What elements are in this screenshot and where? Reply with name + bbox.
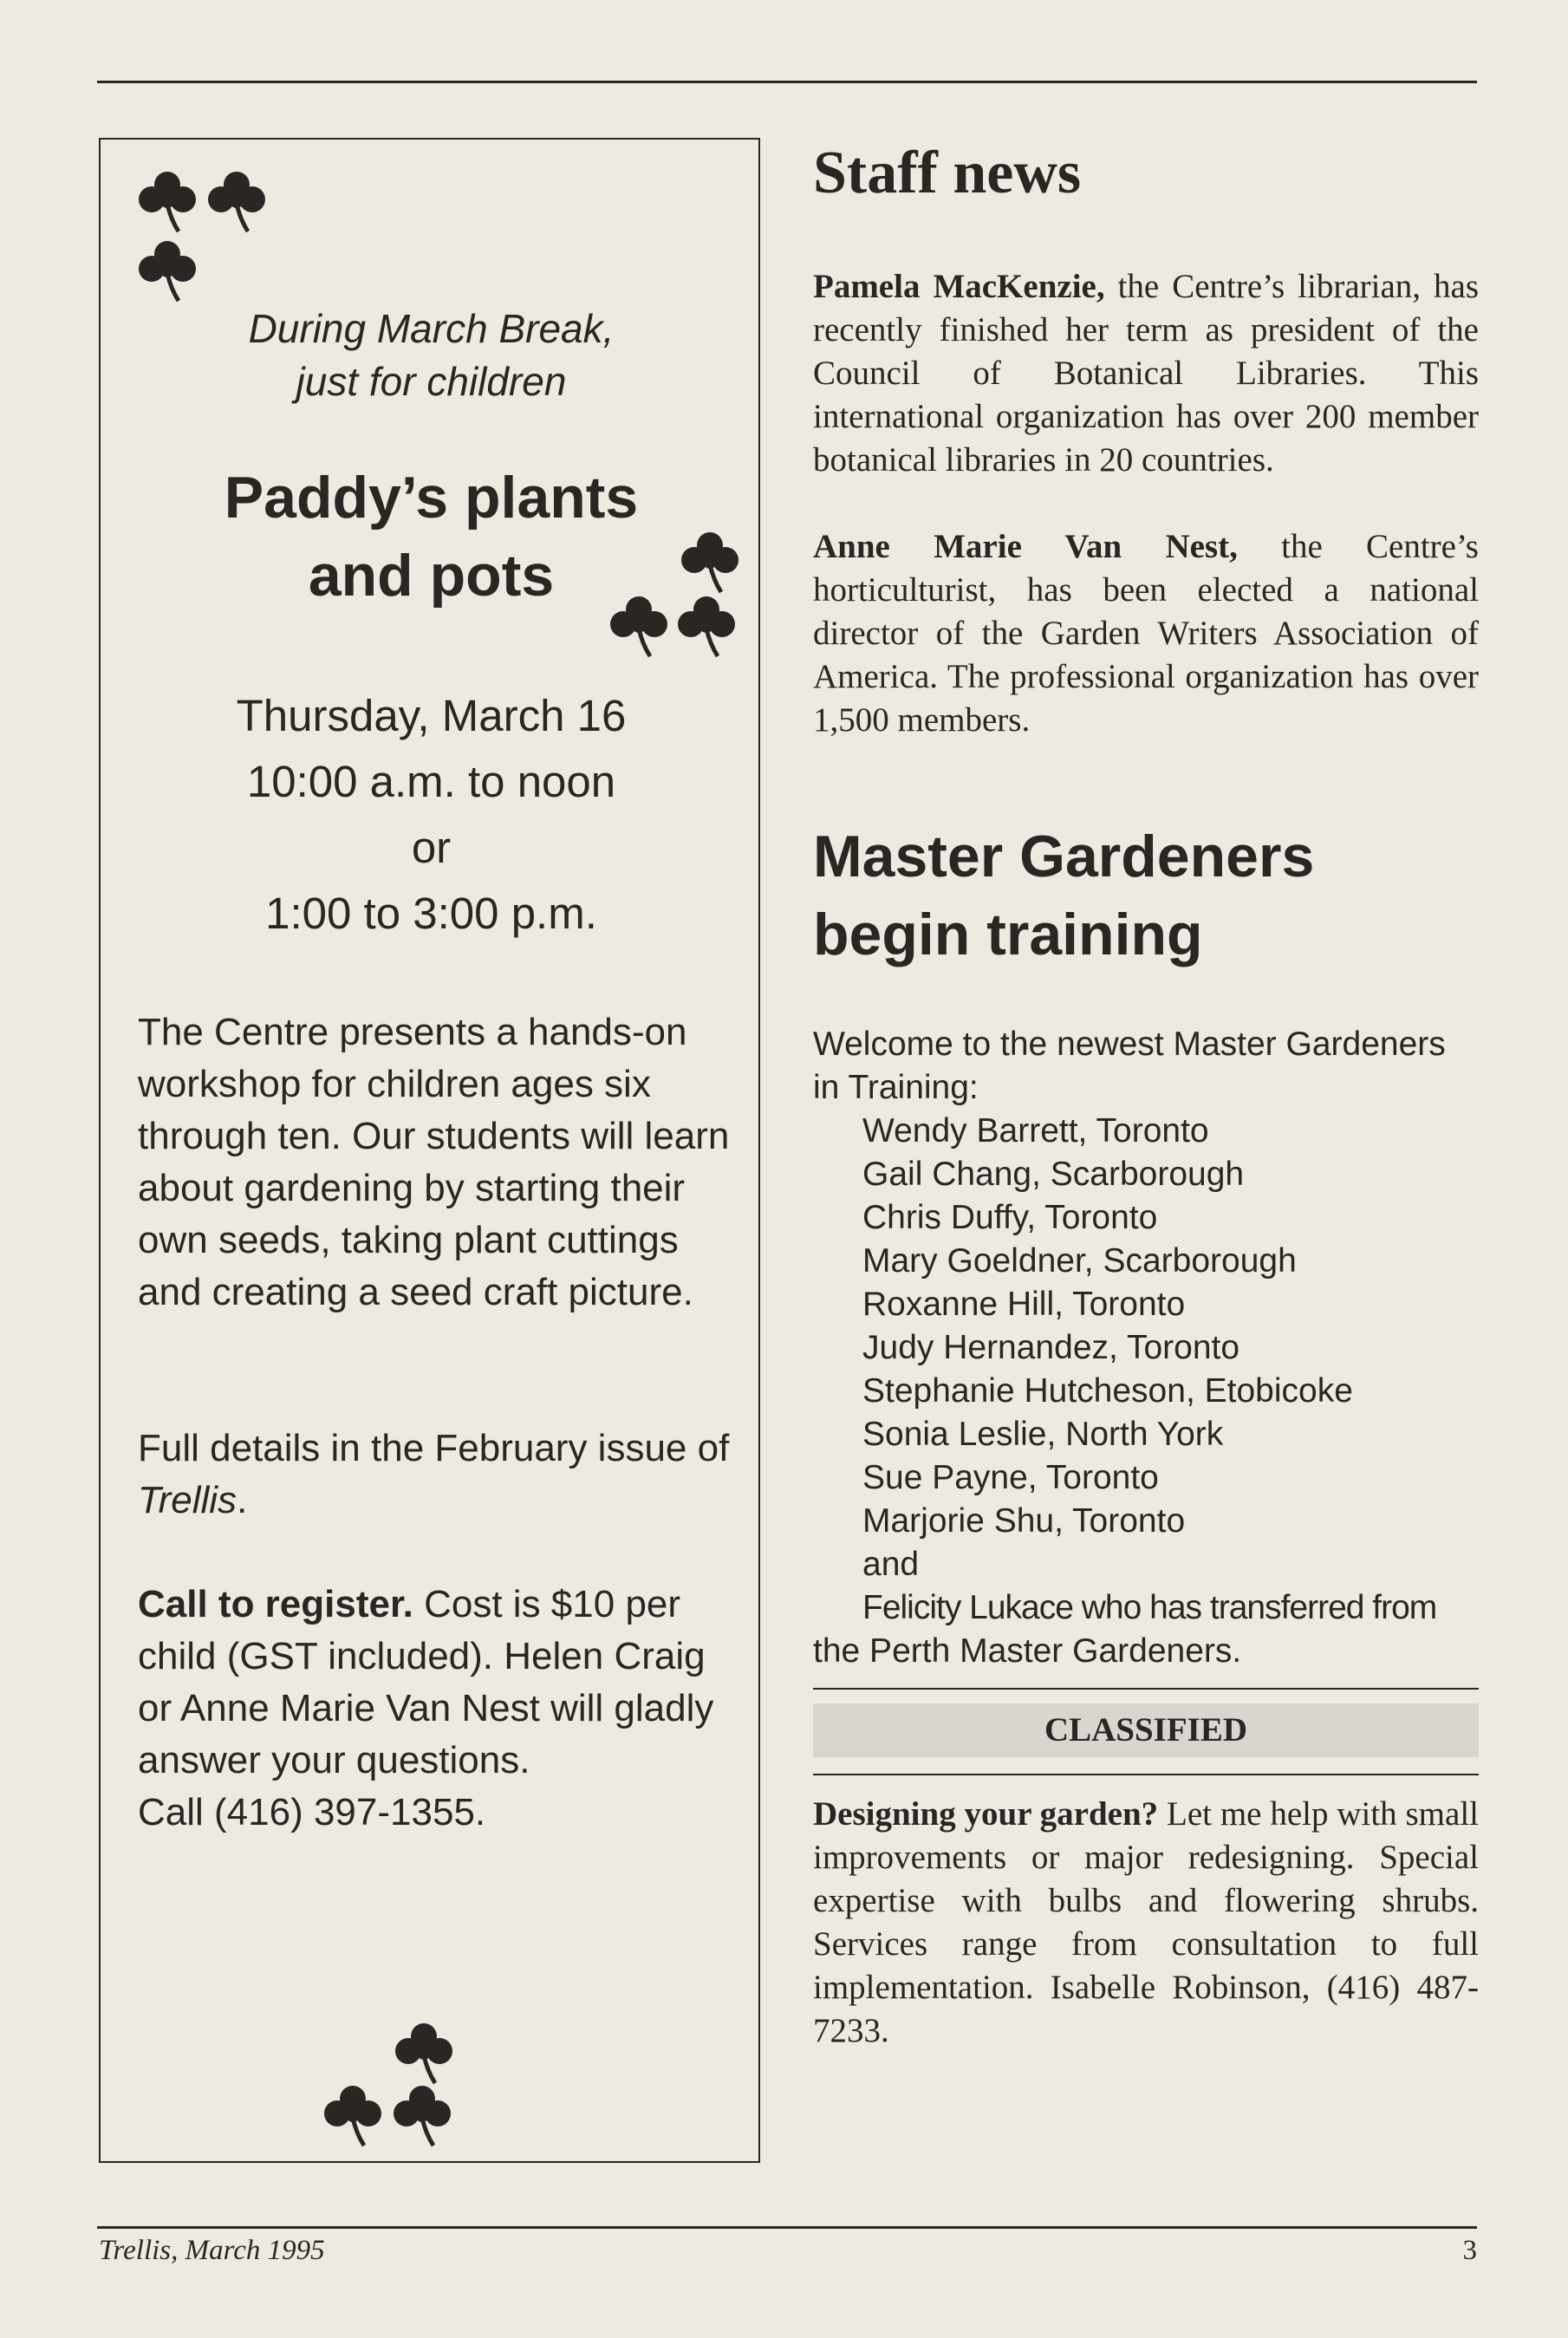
list-item: Roxanne Hill, Toronto: [862, 1286, 1186, 1323]
list-item: Sonia Leslie, North York: [862, 1416, 1224, 1453]
list-item: Judy Hernandez, Toronto: [862, 1329, 1240, 1366]
staff-name: Anne Marie Van Nest,: [813, 528, 1238, 565]
workshop-date: Thursday, March 16: [236, 691, 627, 740]
list-item: and: [862, 1546, 920, 1583]
details-suffix: .: [237, 1479, 248, 1521]
master-gardeners-title: [813, 817, 1314, 974]
shamrock-icon: [133, 237, 201, 304]
trainee-list: [862, 1110, 1353, 1586]
classified-ad: [813, 1793, 1479, 2053]
list-item: Marjorie Shu, Toronto: [862, 1502, 1186, 1540]
staff-name: Pamela MacKenzie,: [813, 268, 1105, 305]
workshop-time: 10:00 a.m. to noon: [246, 757, 616, 806]
top-rule: [97, 81, 1477, 83]
register-phone: Call (416) 397-1355.: [138, 1791, 486, 1833]
shamrock-icon: [133, 167, 201, 235]
shamrock-icon: [388, 2081, 456, 2149]
title-line: Paddy’s plants: [224, 465, 639, 531]
list-item: Chris Duffy, Toronto: [862, 1199, 1158, 1236]
register-heading: Call to register.: [138, 1583, 413, 1625]
staff-text: the Centre’s librarian, has recently finished her term as president of the Council of Botanical Libraries. This international organization has over 200 member botanical libraries in 20 countries.: [813, 268, 1479, 479]
master-gardeners-intro: Welcome to the newest Master Gardeners in Training:: [813, 1026, 1446, 1106]
classified-lead: Designing your garden?: [813, 1795, 1159, 1833]
list-item: Wendy Barrett, Toronto: [862, 1112, 1209, 1149]
trellis-title: Trellis: [138, 1479, 237, 1521]
shamrock-icon: [319, 2081, 387, 2149]
bottom-rule: [97, 2226, 1477, 2229]
list-item: Gail Chang, Scarborough: [862, 1156, 1245, 1193]
classified-heading: CLASSIFIED: [1044, 1711, 1248, 1749]
workshop-time: 1:00 to 3:00 p.m.: [265, 889, 597, 938]
classified-rule: [813, 1774, 1479, 1775]
description-text: The Centre presents a hands-on workshop for children ages six through ten. Our students will learn about gardening by starting their own seeds, taking plant cuttings and creating a seed craft picture.: [138, 1011, 730, 1313]
workshop-or: or: [411, 823, 452, 872]
workshop-description: [138, 1006, 745, 1319]
staff-text: the Centre’s horticulturist, has been elected a national director of the Garden Writers Association of America. The professional organization has over 1,500 members.: [813, 528, 1479, 739]
classified-rule: [813, 1688, 1479, 1690]
list-item: Stephanie Hutcheson, Etobicoke: [862, 1372, 1353, 1410]
workshop-schedule: [101, 683, 762, 947]
page-number: 3: [1462, 2235, 1477, 2266]
list-item: Sue Payne, Toronto: [862, 1459, 1159, 1496]
subtitle-line: During March Break,: [248, 306, 615, 351]
staff-news-item: [813, 265, 1479, 482]
title-line: begin training: [813, 902, 1203, 967]
footer-publication: Trellis, March 1995: [99, 2235, 325, 2266]
transfer-note: the Perth Master Gardeners.: [813, 1632, 1242, 1670]
title-line: Master Gardeners: [813, 824, 1315, 889]
subtitle-line: just for children: [296, 359, 567, 404]
shamrock-icon: [203, 167, 270, 235]
staff-news-title: Staff news: [813, 140, 1082, 206]
workshop-title: [101, 459, 762, 615]
list-item: Mary Goeldner, Scarborough: [862, 1242, 1297, 1280]
details-text: Full details in the February issue of: [138, 1427, 730, 1469]
register-text: Cost is $10 per child (GST included). Helen Craig or Anne Marie Van Nest will gladly answer your questions.: [138, 1583, 714, 1781]
workshop-box: [99, 138, 760, 2163]
classified-text: Let me help with small improvements or major redesigning. Special expertise with bulbs and flowering shrubs. Services range from consultation to full implementation. Isabelle Robinson, (416) 487-7233.: [813, 1795, 1479, 2049]
workshop-details: [138, 1423, 745, 1527]
shamrock-icon: [390, 2019, 458, 2087]
title-line: and pots: [308, 543, 555, 609]
workshop-registration: [138, 1579, 745, 1839]
staff-news-item: [813, 525, 1479, 742]
transfer-note: Felicity Lukace who has transferred from: [862, 1589, 1437, 1626]
workshop-subtitle: [101, 303, 762, 408]
